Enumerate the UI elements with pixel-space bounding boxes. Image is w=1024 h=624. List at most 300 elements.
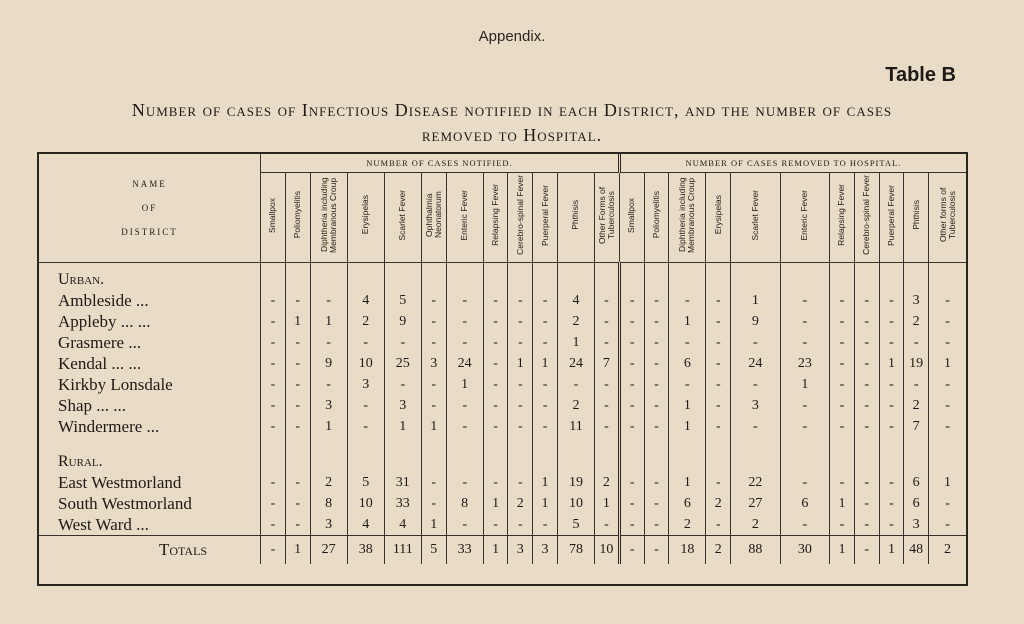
removed-cell: - [929, 395, 966, 416]
notified-cell: 10 [557, 493, 594, 514]
spacer-cell [879, 437, 904, 445]
removed-cell: - [780, 514, 829, 536]
notified-cell: - [483, 311, 508, 332]
removed-cell: - [619, 374, 644, 395]
removed-cell: - [780, 311, 829, 332]
removed-cell: - [780, 332, 829, 353]
empty-cell [483, 263, 508, 291]
notified-column-header [285, 173, 310, 263]
notified-cell: 3 [310, 395, 347, 416]
totals-notified-cell: 27 [310, 536, 347, 565]
removed-column-label: Poliomyelitis [650, 191, 661, 239]
notified-cell: 25 [384, 353, 421, 374]
empty-cell [619, 263, 644, 291]
removed-cell: 22 [731, 472, 780, 493]
removed-cell: - [879, 374, 904, 395]
removed-cell: - [854, 332, 879, 353]
removed-column-label: Enteric Fever [799, 189, 810, 241]
notified-column-header [384, 173, 421, 263]
removed-cell: - [830, 353, 855, 374]
notified-cell: - [595, 290, 620, 311]
name-header-line: DISTRICT [121, 227, 178, 237]
removed-cell: - [731, 374, 780, 395]
spacer-cell [310, 437, 347, 445]
removed-cell: - [929, 514, 966, 536]
notified-cell: - [483, 353, 508, 374]
empty-cell [557, 445, 594, 472]
removed-cell: 19 [904, 353, 929, 374]
table-row [39, 332, 966, 353]
removed-cell: - [644, 374, 669, 395]
notified-cell: - [533, 416, 558, 437]
notified-cell: - [446, 290, 483, 311]
removed-cell: - [731, 332, 780, 353]
removed-cell: - [879, 395, 904, 416]
removed-cell: 2 [706, 493, 731, 514]
notified-cell: - [285, 472, 310, 493]
removed-column-header [904, 173, 929, 263]
totals-notified-cell: 111 [384, 536, 421, 565]
removed-cell: 1 [669, 311, 706, 332]
removed-cell: - [854, 290, 879, 311]
removed-column-label: Relapsing Fever [836, 184, 847, 246]
notified-cell: 1 [446, 374, 483, 395]
notified-cell: - [483, 332, 508, 353]
notified-cell: - [508, 416, 533, 437]
caption-line-2: removed to Hospital. [421, 125, 603, 145]
district-name: Grasmere ... [58, 332, 142, 352]
notified-cell: - [595, 395, 620, 416]
empty-cell [706, 263, 731, 291]
empty-cell [347, 445, 384, 472]
notified-cell: 3 [347, 374, 384, 395]
notified-cell: - [285, 290, 310, 311]
notified-cell: - [483, 514, 508, 536]
notified-cell: - [421, 493, 446, 514]
district-name: Appleby ... ... [58, 311, 151, 331]
notified-cell: 1 [533, 353, 558, 374]
removed-cell: 2 [669, 514, 706, 536]
removed-cell: - [854, 472, 879, 493]
notified-column-header [483, 173, 508, 263]
empty-cell [446, 445, 483, 472]
district-name: West Ward ... [58, 514, 149, 534]
removed-cell: - [929, 290, 966, 311]
totals-label: Totals [39, 536, 261, 565]
table-row [39, 353, 966, 374]
spacer-cell [929, 437, 966, 445]
removed-column-label: Diphtheria including Membranous Croup [677, 177, 697, 253]
notified-cell: - [533, 395, 558, 416]
district-name: Windermere ... [58, 416, 160, 436]
totals-notified-cell: 3 [508, 536, 533, 565]
notified-cell: - [347, 416, 384, 437]
spacer-cell [533, 437, 558, 445]
notified-cell: - [261, 374, 286, 395]
notified-cell: 33 [384, 493, 421, 514]
notified-cell: 3 [421, 353, 446, 374]
totals-removed-cell: 1 [879, 536, 904, 565]
empty-cell [261, 445, 286, 472]
notified-cell: - [446, 416, 483, 437]
name-of-district-header [39, 154, 261, 263]
removed-cell: - [854, 353, 879, 374]
empty-cell [644, 445, 669, 472]
removed-cell: 2 [904, 311, 929, 332]
removed-cell: 1 [879, 353, 904, 374]
removed-cell: - [929, 332, 966, 353]
notified-column-label: Relapsing Fever [490, 184, 501, 246]
notified-cell: - [595, 416, 620, 437]
spacer-cell [285, 437, 310, 445]
notified-cell: 3 [310, 514, 347, 536]
removed-column-label: Cerebro-spinal Fever [861, 175, 872, 255]
notified-cell: - [508, 514, 533, 536]
removed-cell: - [879, 290, 904, 311]
notified-cell: - [285, 514, 310, 536]
removed-cell: - [780, 472, 829, 493]
spacer-cell [619, 437, 644, 445]
notified-column-header [446, 173, 483, 263]
removed-cell: - [879, 472, 904, 493]
notified-column-label: Poliomyelitis [292, 191, 303, 239]
empty-cell [731, 445, 780, 472]
notified-cell: 1 [285, 311, 310, 332]
notified-cell: - [261, 353, 286, 374]
notified-cell: - [557, 374, 594, 395]
totals-removed-cell: - [854, 536, 879, 565]
totals-notified-cell: 10 [595, 536, 620, 565]
totals-removed-cell: 2 [706, 536, 731, 565]
section-title: Rural. [58, 452, 103, 470]
removed-cell: - [706, 311, 731, 332]
district-name: Ambleside ... [58, 290, 149, 310]
notified-cell: - [533, 374, 558, 395]
removed-cell: - [830, 311, 855, 332]
removed-cell: - [644, 514, 669, 536]
removed-cell: - [619, 332, 644, 353]
table-row [39, 472, 966, 493]
empty-cell [421, 445, 446, 472]
notified-cell: 1 [508, 353, 533, 374]
data-table [39, 154, 966, 564]
removed-cell: - [669, 374, 706, 395]
totals-notified-cell: 38 [347, 536, 384, 565]
removed-cell: 3 [904, 514, 929, 536]
removed-cell: 6 [780, 493, 829, 514]
notified-column-header [595, 173, 620, 263]
totals-notified-cell: - [261, 536, 286, 565]
notified-cell: - [310, 290, 347, 311]
empty-cell [854, 263, 879, 291]
removed-cell: - [619, 472, 644, 493]
notified-cell: - [261, 290, 286, 311]
notified-cell: - [508, 395, 533, 416]
notified-column-header [508, 173, 533, 263]
empty-cell [706, 445, 731, 472]
notified-cell: - [285, 493, 310, 514]
notified-column-header [347, 173, 384, 263]
removed-cell: 6 [904, 472, 929, 493]
empty-cell [780, 445, 829, 472]
notified-cell: - [421, 374, 446, 395]
table-row [39, 493, 966, 514]
removed-column-header [669, 173, 706, 263]
totals-notified-cell: 1 [483, 536, 508, 565]
empty-cell [929, 263, 966, 291]
totals-removed-cell: 2 [929, 536, 966, 565]
removed-column-label: Smallpox [626, 197, 637, 233]
removed-column-header [780, 173, 829, 263]
table-row [39, 514, 966, 536]
notified-cell: - [421, 311, 446, 332]
empty-cell [421, 263, 446, 291]
empty-cell [508, 263, 533, 291]
removed-cell: - [780, 416, 829, 437]
notified-cell: - [483, 395, 508, 416]
empty-cell [533, 445, 558, 472]
spacer-cell [261, 437, 286, 445]
notified-cell: - [261, 472, 286, 493]
section-row [39, 263, 966, 291]
empty-cell [446, 263, 483, 291]
removed-cell: - [929, 493, 966, 514]
removed-cell: 2 [904, 395, 929, 416]
notified-cell: 1 [384, 416, 421, 437]
removed-column-label: Puerperal Fever [885, 184, 896, 246]
notified-cell: 24 [446, 353, 483, 374]
removed-cell: - [619, 416, 644, 437]
empty-cell [879, 445, 904, 472]
removed-cell: - [879, 332, 904, 353]
totals-removed-cell: 30 [780, 536, 829, 565]
notified-cell: 2 [310, 472, 347, 493]
removed-cell: 1 [731, 290, 780, 311]
empty-cell [929, 445, 966, 472]
notified-cell: - [421, 290, 446, 311]
removed-cell: - [780, 395, 829, 416]
removed-column-header [929, 173, 966, 263]
notified-cell: - [285, 353, 310, 374]
removed-column-header [854, 173, 879, 263]
notified-cell: 5 [347, 472, 384, 493]
removed-cell: - [619, 311, 644, 332]
notified-cell: - [421, 472, 446, 493]
removed-cell: 6 [669, 353, 706, 374]
notified-cell: - [261, 332, 286, 353]
removed-cell: 1 [669, 472, 706, 493]
notified-cell: 1 [421, 514, 446, 536]
empty-cell [669, 263, 706, 291]
totals-notified-cell: 1 [285, 536, 310, 565]
notified-cell: - [310, 332, 347, 353]
empty-cell [261, 263, 286, 291]
notified-cell: - [446, 472, 483, 493]
notified-cell: - [384, 374, 421, 395]
notified-cell: - [508, 311, 533, 332]
spacer-cell [731, 437, 780, 445]
section-row [39, 445, 966, 472]
removed-cell: - [706, 472, 731, 493]
removed-cell: - [669, 290, 706, 311]
notified-cell: - [285, 395, 310, 416]
removed-cell: - [619, 353, 644, 374]
table-caption [30, 98, 994, 148]
removed-cell: 7 [904, 416, 929, 437]
notified-cell: - [446, 514, 483, 536]
notified-cell: 10 [347, 493, 384, 514]
empty-cell [508, 445, 533, 472]
spacer-cell [904, 437, 929, 445]
removed-column-label: Scarlet Fever [749, 189, 760, 241]
totals-removed-cell: - [619, 536, 644, 565]
removed-cell: - [706, 395, 731, 416]
removed-cell: 1 [669, 395, 706, 416]
notified-cell: 7 [595, 353, 620, 374]
spacer-cell [421, 437, 446, 445]
empty-cell [879, 263, 904, 291]
removed-cell: - [619, 290, 644, 311]
notified-cell: - [261, 514, 286, 536]
notified-cell: - [421, 395, 446, 416]
spacer-cell [830, 437, 855, 445]
totals-notified-cell: 33 [446, 536, 483, 565]
removed-cell: - [644, 290, 669, 311]
notified-cell: - [421, 332, 446, 353]
empty-cell [780, 263, 829, 291]
removed-cell: 23 [780, 353, 829, 374]
notified-column-label: Other Forms of Tuberculosis [596, 186, 616, 244]
empty-cell [483, 445, 508, 472]
spacer-cell [780, 437, 829, 445]
totals-notified-cell: 78 [557, 536, 594, 565]
empty-cell [904, 445, 929, 472]
removed-cell: - [879, 514, 904, 536]
district-name: East Westmorland [58, 472, 182, 492]
notified-cell: 8 [446, 493, 483, 514]
notified-cell: 31 [384, 472, 421, 493]
name-header-line: OF [141, 203, 158, 213]
notified-cell: - [285, 332, 310, 353]
removed-cell: - [706, 514, 731, 536]
notified-cell: - [261, 416, 286, 437]
spacer-cell [595, 437, 620, 445]
removed-cell: 9 [731, 311, 780, 332]
removed-cell: - [780, 290, 829, 311]
notified-cell: 1 [310, 416, 347, 437]
removed-cell: - [830, 290, 855, 311]
notified-cell: 3 [384, 395, 421, 416]
empty-cell [669, 445, 706, 472]
spacer-row [39, 437, 966, 445]
empty-cell [285, 263, 310, 291]
notified-cell: 1 [533, 493, 558, 514]
removed-column-header [830, 173, 855, 263]
notified-cell: - [261, 395, 286, 416]
notified-cell: - [533, 332, 558, 353]
empty-cell [595, 263, 620, 291]
removed-cell: 1 [669, 416, 706, 437]
notified-cell: 1 [557, 332, 594, 353]
empty-cell [644, 263, 669, 291]
spacer-cell [669, 437, 706, 445]
notified-column-header [421, 173, 446, 263]
empty-cell [285, 445, 310, 472]
removed-cell: 6 [904, 493, 929, 514]
notified-cell: 2 [557, 311, 594, 332]
notified-cell: - [595, 332, 620, 353]
removed-column-label: Phthisis [910, 200, 921, 230]
removed-column-header [706, 173, 731, 263]
group-header-removed: NUMBER OF CASES REMOVED TO HOSPITAL. [619, 154, 966, 173]
notified-cell: 4 [347, 514, 384, 536]
removed-cell: - [619, 493, 644, 514]
spacer-cell [39, 437, 261, 445]
notified-column-label: Enteric Fever [459, 189, 470, 241]
notified-column-label: Cerebro-spinal Fever [514, 175, 525, 255]
notified-cell: - [285, 416, 310, 437]
district-name: Shap ... ... [58, 395, 126, 415]
table-row [39, 416, 966, 437]
empty-cell [904, 263, 929, 291]
removed-cell: - [879, 311, 904, 332]
spacer-cell [854, 437, 879, 445]
removed-cell: - [644, 332, 669, 353]
notified-cell: 10 [347, 353, 384, 374]
totals-removed-cell: 18 [669, 536, 706, 565]
table-row [39, 290, 966, 311]
table-row [39, 374, 966, 395]
removed-cell: 6 [669, 493, 706, 514]
removed-column-header [619, 173, 644, 263]
spacer-cell [508, 437, 533, 445]
notified-cell: - [446, 395, 483, 416]
notified-cell: 4 [347, 290, 384, 311]
removed-cell: - [706, 416, 731, 437]
totals-removed-cell: 88 [731, 536, 780, 565]
notified-cell: - [310, 374, 347, 395]
notified-column-label: Puerperal Fever [539, 184, 550, 246]
notified-cell: 1 [533, 472, 558, 493]
removed-column-label: Other forms of Tuberculosis [937, 187, 957, 243]
removed-column-header [731, 173, 780, 263]
notified-cell: - [508, 290, 533, 311]
notified-cell: - [595, 514, 620, 536]
removed-cell: - [854, 374, 879, 395]
spacer-cell [483, 437, 508, 445]
removed-cell: - [854, 514, 879, 536]
notified-cell: 9 [384, 311, 421, 332]
notified-cell: - [595, 311, 620, 332]
spacer-cell [384, 437, 421, 445]
removed-cell: 1 [780, 374, 829, 395]
notified-cell: 4 [557, 290, 594, 311]
removed-cell: - [644, 416, 669, 437]
notified-cell: 24 [557, 353, 594, 374]
notified-column-header [310, 173, 347, 263]
notified-cell: - [533, 514, 558, 536]
removed-cell: - [669, 332, 706, 353]
notified-cell: 2 [508, 493, 533, 514]
totals-removed-cell: - [644, 536, 669, 565]
notified-cell: 4 [384, 514, 421, 536]
notified-cell: - [261, 493, 286, 514]
notified-cell: - [533, 290, 558, 311]
data-table-frame [37, 152, 968, 586]
empty-cell [384, 445, 421, 472]
district-name: Kendal ... ... [58, 353, 142, 373]
notified-cell: 5 [557, 514, 594, 536]
